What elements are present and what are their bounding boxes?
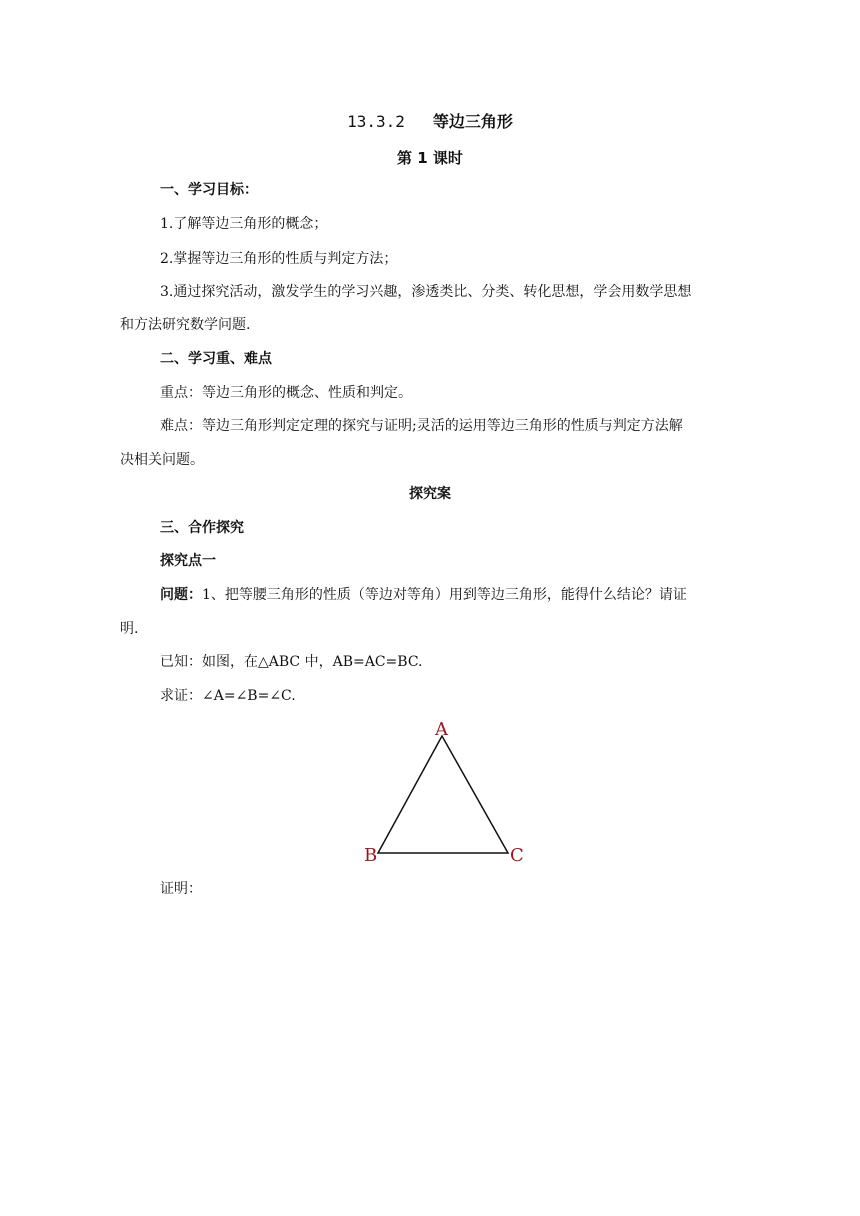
section-heading-key-points: 二、学习重、难点 <box>160 351 272 367</box>
goal-1: 1.了解等边三角形的概念； <box>160 216 328 232</box>
vertex-label-b: B <box>364 845 378 866</box>
proof-label: 证明： <box>160 881 202 897</box>
difficulty-line-2: 决相关问题。 <box>120 452 204 468</box>
lesson-title <box>0 112 860 132</box>
goal-3-line-2: 和方法研究数学问题. <box>120 317 251 333</box>
prove-statement: 求证：∠A=∠B=∠C. <box>160 688 296 704</box>
difficulty-line-1: 难点：等边三角形判定定理的探究与证明;灵活的运用等边三角形的性质与判定方法解 <box>160 418 683 434</box>
section-heading-cooperation: 三、合作探究 <box>160 520 244 536</box>
lesson-number: 13.3.2 <box>347 112 405 131</box>
lesson-title-text: 等边三角形 <box>432 112 513 131</box>
triangle-figure <box>355 712 535 872</box>
section-heading-goals: 一、学习目标： <box>160 182 258 198</box>
question-label: 问题： <box>160 587 202 603</box>
vertex-label-c: C <box>510 845 524 866</box>
explore-point: 探究点一 <box>160 553 216 569</box>
key-point: 重点：等边三角形的概念、性质和判定。 <box>160 385 412 401</box>
goal-2: 2.掌握等边三角形的性质与判定方法； <box>160 251 398 267</box>
question-line-1 <box>160 585 740 605</box>
given-statement: 已知：如图，在△ABC 中，AB=AC=BC. <box>160 654 423 670</box>
goal-3-line-1: 3.通过探究活动，激发学生的学习兴趣，渗透类比、分类、转化思想，学会用数学思想 <box>160 284 692 300</box>
question-line-2: 明. <box>120 621 139 637</box>
lesson-subtitle: 第 1 课时 <box>397 149 463 167</box>
question-text: 1、把等腰三角形的性质（等边对等角）用到等边三角形，能得什么结论？请证 <box>202 587 687 603</box>
vertex-label-a: A <box>435 719 448 740</box>
triangle-abc <box>378 736 508 853</box>
explore-title: 探究案 <box>409 486 451 502</box>
